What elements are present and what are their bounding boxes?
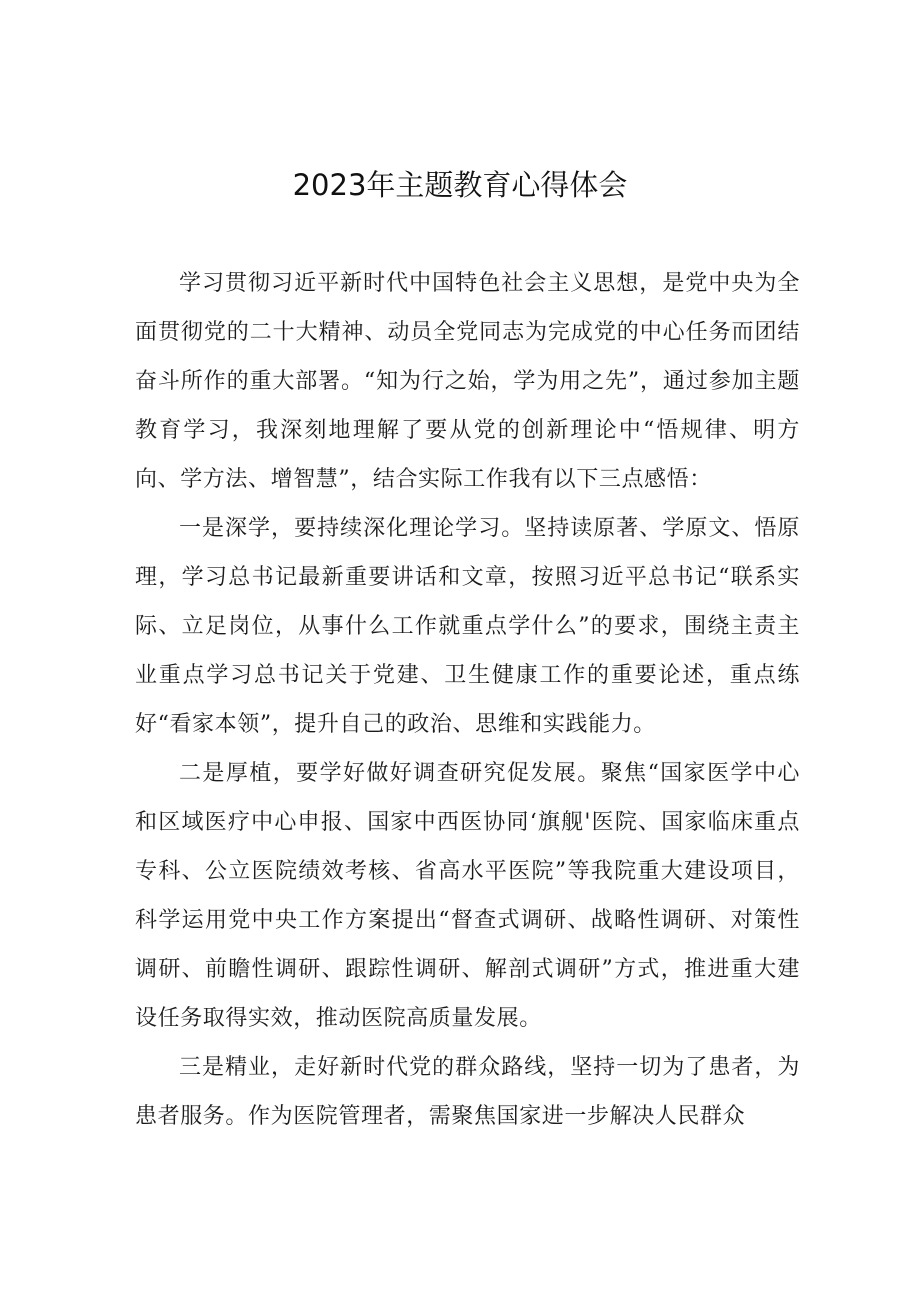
paragraph-intro: 学习贯彻习近平新时代中国特色社会主义思想，是党中央为全面贯彻党的二十大精神、动员全党同志为完成党的中心任务而团结奋斗所作的重大部署。“知为行之始，学为用之先”，通过参加主题教育学习，我深刻地理解了要从党的创新理论中“悟规律、明方向、学方法、增智慧”，结合实际工作我有以下三点感悟： xyxy=(135,271,800,492)
paragraph-service: 三是精业，走好新时代党的群众路线，坚持一切为了患者，为患者服务。作为医院管理者，需聚焦国家进一步解决人民群众 xyxy=(135,1055,800,1129)
paragraph-research: 二是厚植，要学好做好调查研究促发展。聚焦“国家医学中心和区域医疗中心申报、国家中西医协同‘旗舰'医院、国家临床重点专科、公立医院绩效考核、省高水平医院”等我院重大建设项目，科学运用党中央工作方案提出“督查式调研、战略性调研、对策性调研、前瞻性调研、跟踪性调研、解剖式调研”方式，推进重大建设任务取得实效，推动医院高质量发展。 xyxy=(135,761,800,1031)
paragraph-deep-study: 一是深学，要持续深化理论学习。坚持读原著、学原文、悟原理，学习总书记最新重要讲话和文章，按照习近平总书记“联系实际、立足岗位，从事什么工作就重点学什么”的要求，围绕主责主业重点学习总书记关于党建、卫生健康工作的重要论述，重点练好“看家本领”，提升自己的政治、思维和实践能力。 xyxy=(135,516,800,737)
document-body xyxy=(135,259,800,1141)
document-title: 2023年主题教育心得体会 xyxy=(292,168,628,202)
